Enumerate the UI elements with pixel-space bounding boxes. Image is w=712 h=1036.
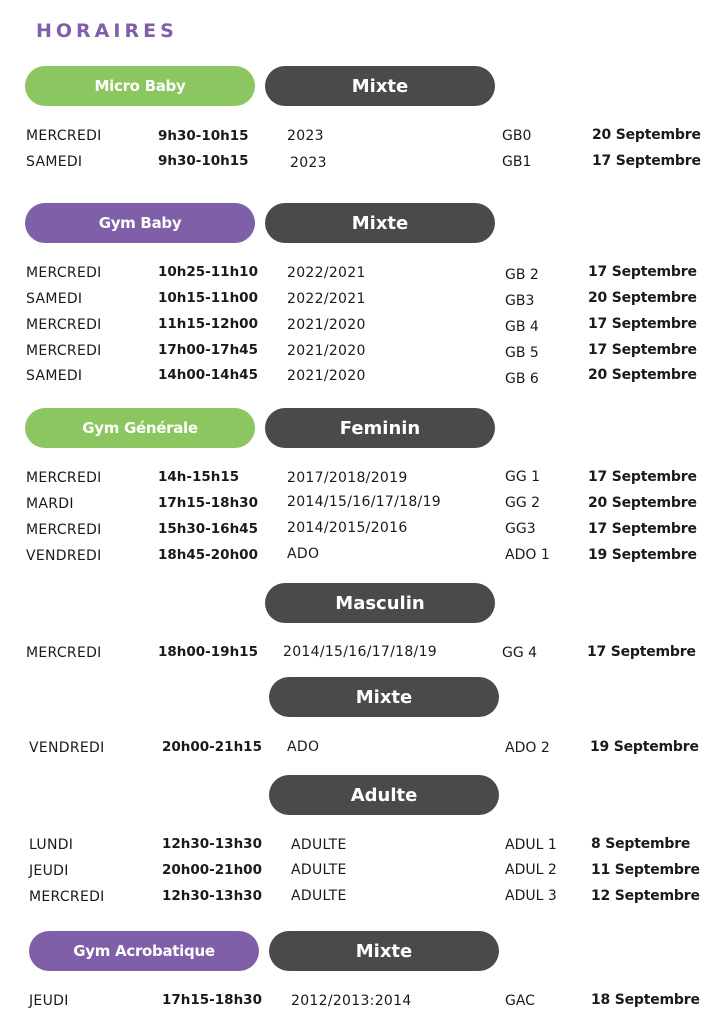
row-day: MERCREDI xyxy=(26,128,102,144)
row-code: GB0 xyxy=(502,128,532,144)
row-day: MERCREDI xyxy=(26,645,102,661)
row-code: GB 6 xyxy=(505,371,539,387)
row-date: 20 Septembre xyxy=(592,127,701,143)
row-day: SAMEDI xyxy=(26,368,83,384)
category-pill-gym-baby: Gym Baby xyxy=(25,203,255,243)
row-year: 2012/2013:2014 xyxy=(291,993,412,1009)
row-time: 9h30-10h15 xyxy=(158,153,249,169)
row-date: 17 Septembre xyxy=(587,644,696,660)
row-date: 19 Septembre xyxy=(590,739,699,755)
row-day: JEUDI xyxy=(29,863,69,879)
row-code: GAC xyxy=(505,993,535,1009)
row-year: 2014/2015/2016 xyxy=(287,520,408,536)
row-date: 20 Septembre xyxy=(588,290,697,306)
row-code: GG3 xyxy=(505,521,536,537)
row-year: 2022/2021 xyxy=(287,265,366,281)
row-year: 2014/15/16/17/18/19 xyxy=(287,494,441,510)
row-day: VENDREDI xyxy=(29,740,105,756)
row-day: MERCREDI xyxy=(26,522,102,538)
group-pill-adulte: Adulte xyxy=(269,775,499,815)
row-time: 15h30-16h45 xyxy=(158,521,258,537)
row-time: 18h00-19h15 xyxy=(158,644,258,660)
row-day: SAMEDI xyxy=(26,291,83,307)
row-time: 10h25-11h10 xyxy=(158,264,258,280)
group-pill-mixte: Mixte xyxy=(265,66,495,106)
row-year: 2021/2020 xyxy=(287,368,366,384)
group-pill-masculin: Masculin xyxy=(265,583,495,623)
row-year: ADO xyxy=(287,739,320,755)
row-code: ADUL 2 xyxy=(505,862,557,878)
row-code: ADUL 1 xyxy=(505,837,557,853)
group-pill-mixte: Mixte xyxy=(265,203,495,243)
row-time: 12h30-13h30 xyxy=(162,888,262,904)
row-day: MERCREDI xyxy=(26,470,102,486)
row-time: 20h00-21h15 xyxy=(162,739,262,755)
row-code: ADO 2 xyxy=(505,740,550,756)
row-time: 11h15-12h00 xyxy=(158,316,258,332)
row-time: 12h30-13h30 xyxy=(162,836,262,852)
row-code: GB1 xyxy=(502,154,532,170)
row-year: ADULTE xyxy=(291,862,347,878)
row-year: 2017/2018/2019 xyxy=(287,470,408,486)
row-code: GG 4 xyxy=(502,645,538,661)
row-year: ADULTE xyxy=(291,837,347,853)
row-code: GG 1 xyxy=(505,469,541,485)
row-date: 12 Septembre xyxy=(591,888,700,904)
row-year: 2021/2020 xyxy=(287,343,366,359)
row-date: 20 Septembre xyxy=(588,495,697,511)
row-date: 19 Septembre xyxy=(588,547,697,563)
row-date: 17 Septembre xyxy=(592,153,701,169)
row-code: ADO 1 xyxy=(505,547,550,563)
row-code: GG 2 xyxy=(505,495,541,511)
row-time: 17h00-17h45 xyxy=(158,342,258,358)
row-year: 2021/2020 xyxy=(287,317,366,333)
row-date: 11 Septembre xyxy=(591,862,700,878)
category-pill-gym-acrobatique: Gym Acrobatique xyxy=(29,931,259,971)
row-date: 8 Septembre xyxy=(591,836,691,852)
row-day: MERCREDI xyxy=(26,343,102,359)
row-date: 17 Septembre xyxy=(588,264,697,280)
row-time: 14h-15h15 xyxy=(158,469,240,485)
row-date: 17 Septembre xyxy=(588,521,697,537)
row-date: 17 Septembre xyxy=(588,469,697,485)
row-time: 17h15-18h30 xyxy=(162,992,262,1008)
row-day: MERCREDI xyxy=(26,317,102,333)
row-time: 9h30-10h15 xyxy=(158,128,249,144)
row-date: 17 Septembre xyxy=(588,316,697,332)
row-day: MERCREDI xyxy=(29,889,105,905)
row-code: GB3 xyxy=(505,293,535,309)
category-pill-micro-baby: Micro Baby xyxy=(25,66,255,106)
page-title: HORAIRES xyxy=(36,20,178,42)
row-time: 10h15-11h00 xyxy=(158,290,258,306)
row-day: MARDI xyxy=(26,496,74,512)
category-pill-gym-generale: Gym Générale xyxy=(25,408,255,448)
row-day: JEUDI xyxy=(29,993,69,1009)
row-code: GB 4 xyxy=(505,319,539,335)
row-year: 2023 xyxy=(290,155,327,171)
row-day: MERCREDI xyxy=(26,265,102,281)
row-year: ADO xyxy=(287,546,320,562)
group-pill-feminin: Feminin xyxy=(265,408,495,448)
row-year: ADULTE xyxy=(291,888,347,904)
row-year: 2014/15/16/17/18/19 xyxy=(283,644,437,660)
row-year: 2022/2021 xyxy=(287,291,366,307)
row-date: 18 Septembre xyxy=(591,992,700,1008)
row-date: 17 Septembre xyxy=(588,342,697,358)
group-pill-mixte: Mixte xyxy=(269,677,499,717)
row-time: 14h00-14h45 xyxy=(158,367,258,383)
row-date: 20 Septembre xyxy=(588,367,697,383)
row-year: 2023 xyxy=(287,128,324,144)
row-code: GB 2 xyxy=(505,267,539,283)
row-time: 20h00-21h00 xyxy=(162,862,262,878)
row-day: VENDREDI xyxy=(26,548,102,564)
row-code: ADUL 3 xyxy=(505,888,557,904)
row-day: SAMEDI xyxy=(26,154,83,170)
row-time: 17h15-18h30 xyxy=(158,495,258,511)
group-pill-mixte: Mixte xyxy=(269,931,499,971)
row-code: GB 5 xyxy=(505,345,539,361)
row-day: LUNDI xyxy=(29,837,74,853)
row-time: 18h45-20h00 xyxy=(158,547,258,563)
